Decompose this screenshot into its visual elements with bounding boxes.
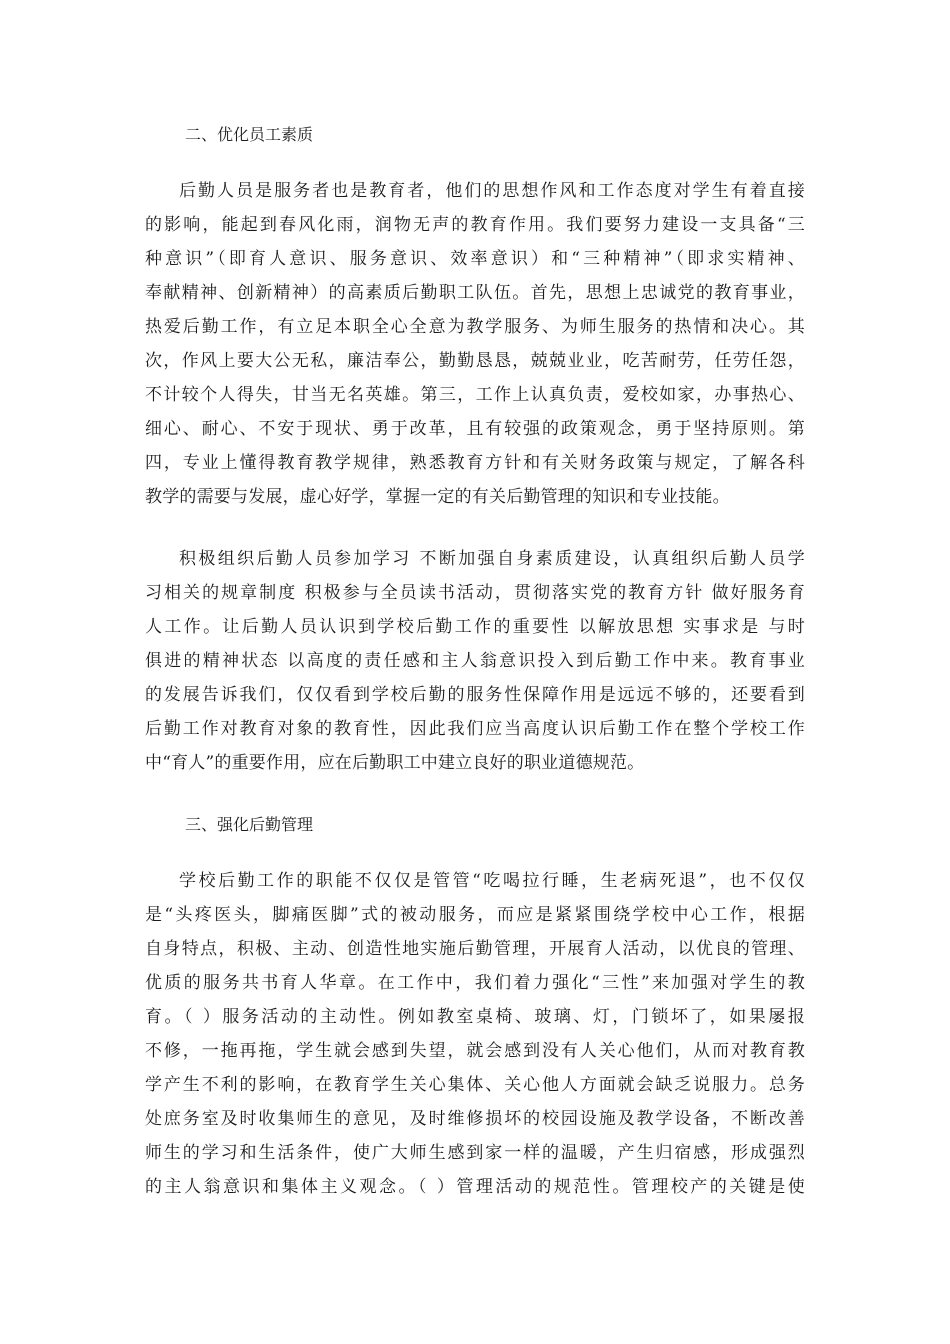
paragraph-line: 俱进的精神状态 以高度的责任感和主人翁意识投入到后勤工作中来。教育事业 <box>145 651 805 671</box>
paragraph-line: 优质的服务共书育人华章。在工作中，我们着力强化“三性”来加强对学生的教 <box>145 973 805 993</box>
paragraph-line: 教学的需要与发展，虚心好学，掌握一定的有关后勤管理的知识和专业技能。 <box>145 487 730 507</box>
paragraph-line: 次，作风上要大公无私，廉洁奉公，勤勤恳恳，兢兢业业，吃苦耐劳，任劳任怨， <box>145 351 805 371</box>
paragraph-line: 奉献精神、创新精神）的高素质后勤职工队伍。首先，思想上忠诚党的教育事业， <box>145 283 805 303</box>
paragraph-line: 中“育人”的重要作用，应在后勤职工中建立良好的职业道德规范。 <box>145 753 645 773</box>
paragraph-line: 后勤人员是服务者也是教育者，他们的思想作风和工作态度对学生有着直接 <box>179 181 805 201</box>
paragraph-line: 不修，一拖再拖，学生就会感到失望，就会感到没有人关心他们，从而对教育教 <box>145 1041 805 1061</box>
paragraph-line: 师生的学习和生活条件，使广大师生感到家一样的温暖，产生归宿感，形成强烈 <box>145 1143 805 1163</box>
spacer <box>145 842 805 864</box>
paragraph-line: 处庶务室及时收集师生的意见，及时维修损坏的校园设施及教学设备，不断改善 <box>145 1109 805 1129</box>
paragraph-line: 自身特点，积极、主动、创造性地实施后勤管理，开展育人活动，以优良的管理、 <box>145 939 805 959</box>
spacer <box>145 152 805 174</box>
document-page <box>145 118 805 1204</box>
paragraph-line: 不计较个人得失，甘当无名英雄。第三，工作上认真负责，爱校如家，办事热心、 <box>145 385 805 405</box>
paragraph-line: 育。（ ）服务活动的主动性。例如教室桌椅、玻璃、灯，门锁坏了，如果屡报 <box>145 1007 805 1027</box>
paragraph <box>145 174 805 514</box>
section-heading: 二、优化员工素质 <box>185 125 314 144</box>
spacer <box>145 780 805 808</box>
paragraph <box>145 542 805 780</box>
paragraph-line: 四，专业上懂得教育教学规律，熟悉教育方针和有关财务政策与规定，了解各科 <box>145 453 805 473</box>
paragraph-line: 的主人翁意识和集体主义观念。（ ）管理活动的规范性。管理校产的关键是使 <box>145 1177 805 1197</box>
paragraph-line: 的发展告诉我们，仅仅看到学校后勤的服务性保障作用是远远不够的，还要看到 <box>145 685 805 705</box>
spacer <box>145 514 805 542</box>
paragraph <box>145 864 805 1204</box>
paragraph-line: 是“头疼医头，脚痛医脚”式的被动服务，而应是紧紧围绕学校中心工作，根据 <box>145 905 805 925</box>
section-heading: 三、强化后勤管理 <box>185 815 314 834</box>
paragraph-line: 细心、耐心、不安于现状、勇于改革，且有较强的政策观念，勇于坚持原则。第 <box>145 419 805 439</box>
paragraph-line: 热爱后勤工作，有立足本职全心全意为教学服务、为师生服务的热情和决心。其 <box>145 317 805 337</box>
paragraph-line: 的影响，能起到春风化雨，润物无声的教育作用。我们要努力建设一支具备“三 <box>145 215 805 235</box>
paragraph-line: 人工作。让后勤人员认识到学校后勤工作的重要性 以解放思想 实事求是 与时 <box>145 617 805 637</box>
paragraph-line: 习相关的规章制度 积极参与全员读书活动，贯彻落实党的教育方针 做好服务育 <box>145 583 805 603</box>
paragraph-line: 后勤工作对教育对象的教育性，因此我们应当高度认识后勤工作在整个学校工作 <box>145 719 805 739</box>
paragraph-line: 种意识”（即育人意识、服务意识、效率意识）和“三种精神”（即求实精神、 <box>145 249 805 269</box>
paragraph-line: 学校后勤工作的职能不仅仅是管管“吃喝拉行睡，生老病死退”，也不仅仅 <box>179 871 805 891</box>
paragraph-line: 学产生不利的影响，在教育学生关心集体、关心他人方面就会缺乏说服力。总务 <box>145 1075 805 1095</box>
paragraph-line: 积极组织后勤人员参加学习 不断加强自身素质建设，认真组织后勤人员学 <box>179 549 805 569</box>
